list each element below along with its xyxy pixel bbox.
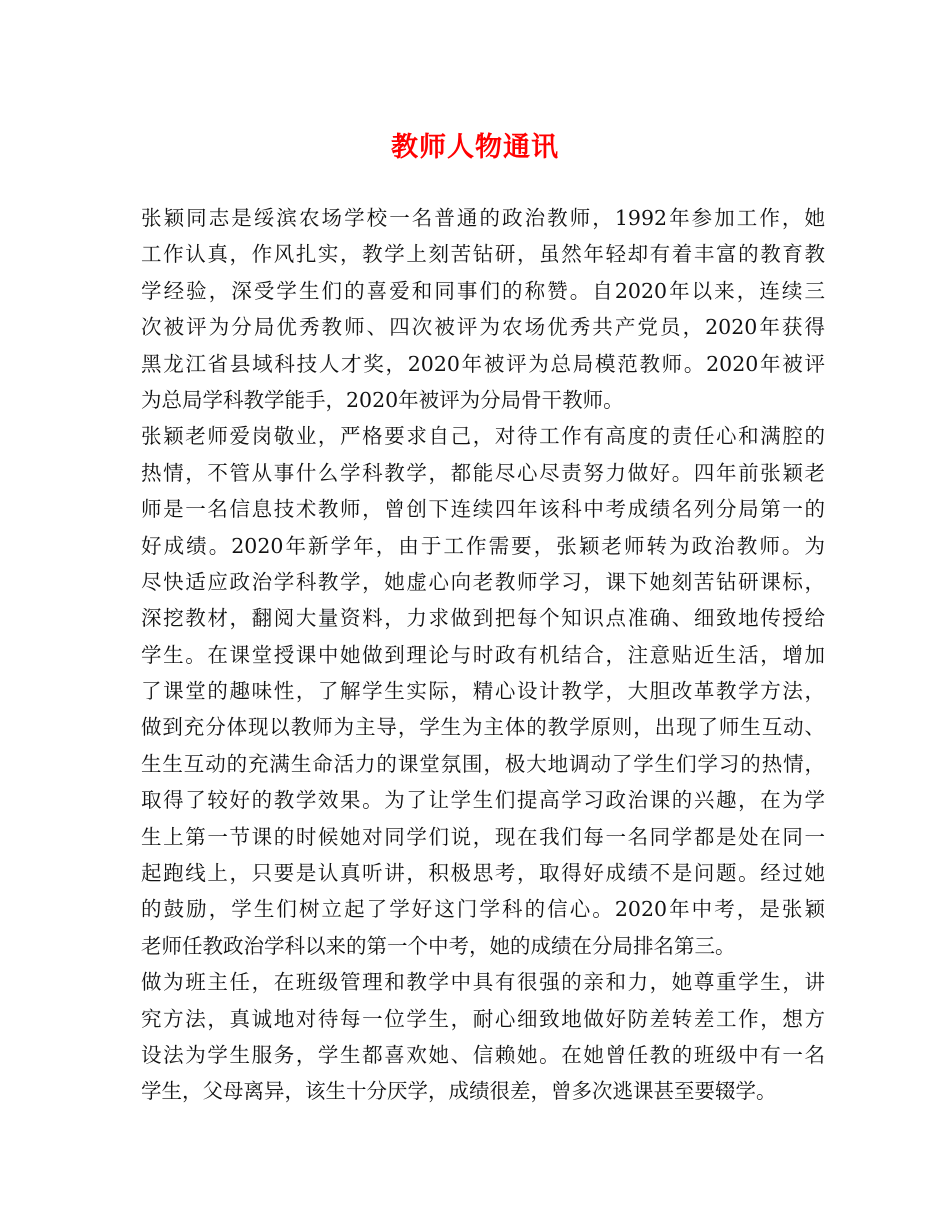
body-line: 做为班主任，在班级管理和教学中具有很强的亲和力，她尊重学生，讲 (141, 970, 825, 995)
body-line: 工作认真，作风扎实，教学上刻苦钻研，虽然年轻却有着丰富的教育教 (141, 242, 825, 267)
body-line: 生上第一节课的时候她对同学们说，现在我们每一名同学都是处在同一 (141, 824, 825, 849)
body-line: 尽快适应政治学科教学，她虚心向老教师学习，课下她刻苦钻研课标， (141, 569, 825, 594)
body-line: 深挖教材，翻阅大量资料，力求做到把每个知识点准确、细致地传授给 (141, 606, 825, 631)
body-line: 究方法，真诚地对待每一位学生，耐心细致地做好防差转差工作，想方 (141, 1006, 825, 1031)
body-line: 学生。在课堂授课中她做到理论与时政有机结合，注意贴近生活，增加 (141, 642, 825, 667)
page-title: 教师人物通讯 (391, 132, 559, 163)
body-line: 学经验，深受学生们的喜爱和同事们的称赞。自2020年以来，连续三 (141, 278, 825, 303)
body-line: 做到充分体现以教师为主导，学生为主体的教学原则，出现了师生互动、 (141, 715, 825, 740)
body-line: 老师任教政治学科以来的第一个中考，她的成绩在分局排名第三。 (141, 933, 736, 958)
body-line: 师是一名信息技术教师，曾创下连续四年该科中考成绩名列分局第一的 (141, 497, 825, 522)
body-line: 取得了较好的教学效果。为了让学生们提高学习政治课的兴趣，在为学 (141, 788, 825, 813)
body-line: 好成绩。2020年新学年，由于工作需要，张颖老师转为政治教师。为 (141, 533, 825, 558)
body-line: 为总局学科教学能手，2020年被评为分局骨干教师。 (141, 387, 624, 412)
body-line: 黑龙江省县域科技人才奖，2020年被评为总局模范教师。2020年被评 (141, 351, 825, 376)
body-line: 学生，父母离异，该生十分厌学，成绩很差，曾多次逃课甚至要辍学。 (141, 1079, 777, 1104)
body-line: 起跑线上，只要是认真听讲，积极思考，取得好成绩不是问题。经过她 (141, 861, 825, 886)
body-line: 张颖老师爱岗敬业，严格要求自己，对待工作有高度的责任心和满腔的 (141, 424, 825, 449)
body-line: 了课堂的趣味性，了解学生实际，精心设计教学，大胆改革教学方法， (141, 679, 825, 704)
body-line: 的鼓励，学生们树立起了学好这门学科的信心。2020年中考，是张颖 (141, 897, 825, 922)
document-body (141, 200, 825, 1110)
body-line: 次被评为分局优秀教师、四次被评为农场优秀共产党员，2020年获得 (141, 315, 825, 340)
body-line: 张颖同志是绥滨农场学校一名普通的政治教师，1992年参加工作，她 (141, 206, 825, 230)
body-line: 设法为学生服务，学生都喜欢她、信赖她。在她曾任教的班级中有一名 (141, 1042, 825, 1067)
body-line: 热情，不管从事什么学科教学，都能尽心尽责努力做好。四年前张颖老 (141, 460, 825, 485)
body-line: 生生互动的充满生命活力的课堂氛围，极大地调动了学生们学习的热情， (141, 751, 825, 776)
